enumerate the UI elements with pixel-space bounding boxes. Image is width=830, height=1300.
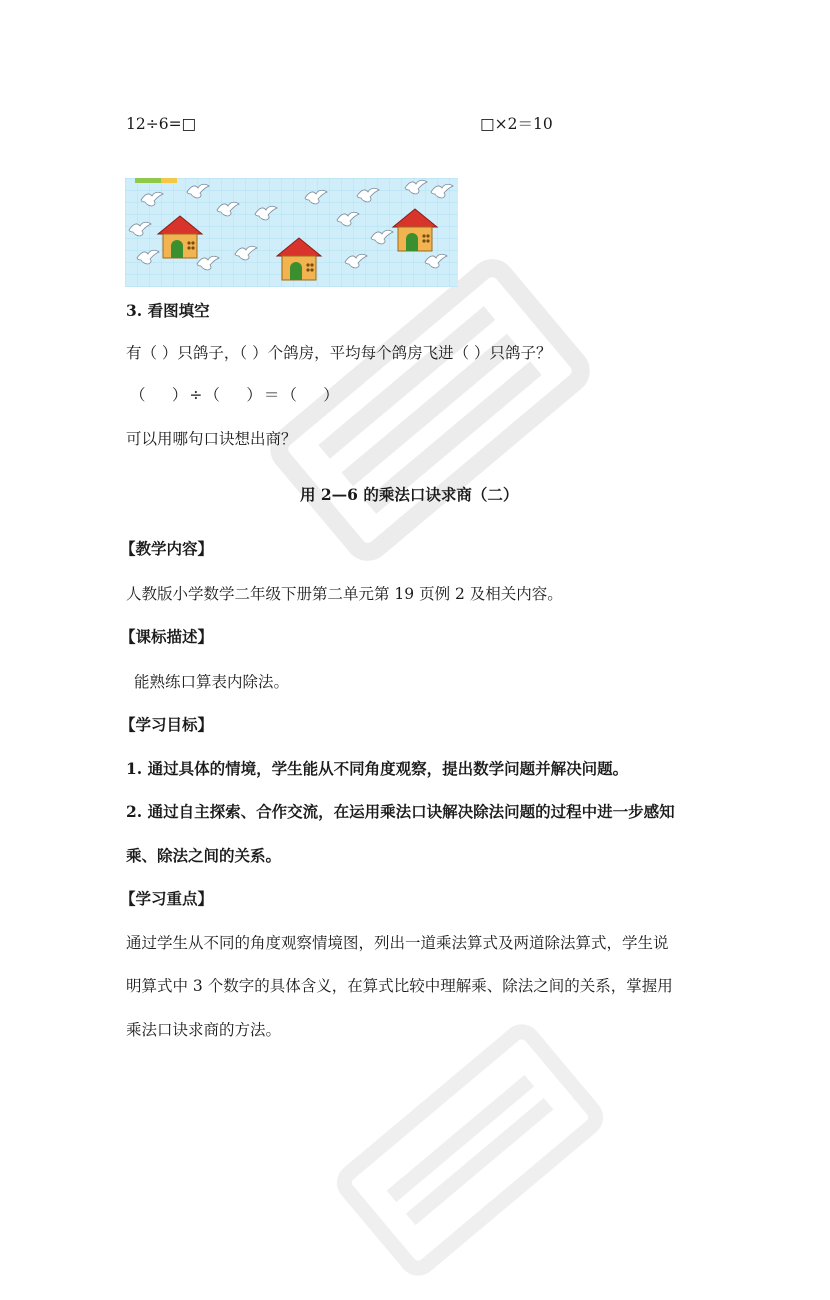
focus-heading: 【学习重点】	[120, 889, 214, 908]
q3-title: 3. 看图填空	[126, 301, 210, 320]
goal-2-line2: 乘、除法之间的关系。	[126, 846, 282, 865]
lesson-title: 用 2—6 的乘法口诀求商（二）	[300, 485, 519, 504]
equation-left: 12÷6=□	[126, 115, 197, 133]
q3-line1: 有（ ）只鸽子，（ ）个鸽房，平均每个鸽房飞进（ ）只鸽子？	[126, 344, 552, 362]
content-heading: 【教学内容】	[120, 539, 214, 558]
goal-1: 1. 通过具体的情境，学生能从不同角度观察，提出数学问题并解决问题。	[126, 759, 629, 778]
focus-line2: 明算式中 3 个数字的具体含义，在算式比较中理解乘、除法之间的关系，掌握用	[126, 977, 673, 995]
standard-heading: 【课标描述】	[120, 627, 214, 646]
focus-line3: 乘法口诀求商的方法。	[126, 1021, 282, 1039]
focus-line1: 通过学生从不同的角度观察情境图，列出一道乘法算式及两道除法算式，学生说	[126, 934, 669, 952]
goals-heading: 【学习目标】	[120, 715, 214, 734]
standard-text: 能熟练口算表内除法。	[134, 673, 290, 691]
equation-right: □×2＝10	[480, 115, 553, 133]
goal-2-line1: 2. 通过自主探索、合作交流，在运用乘法口诀解决除法问题的过程中进一步感知	[126, 802, 675, 821]
q3-line3: 可以用哪句口诀想出商？	[126, 430, 297, 448]
q3-line2: （ ）÷（ ）＝（ ）	[130, 386, 341, 404]
watermark-stamp-lower	[320, 1000, 620, 1300]
pigeon-house-illustration	[125, 178, 458, 287]
content-text: 人教版小学数学二年级下册第二单元第 19 页例 2 及相关内容。	[126, 585, 563, 603]
